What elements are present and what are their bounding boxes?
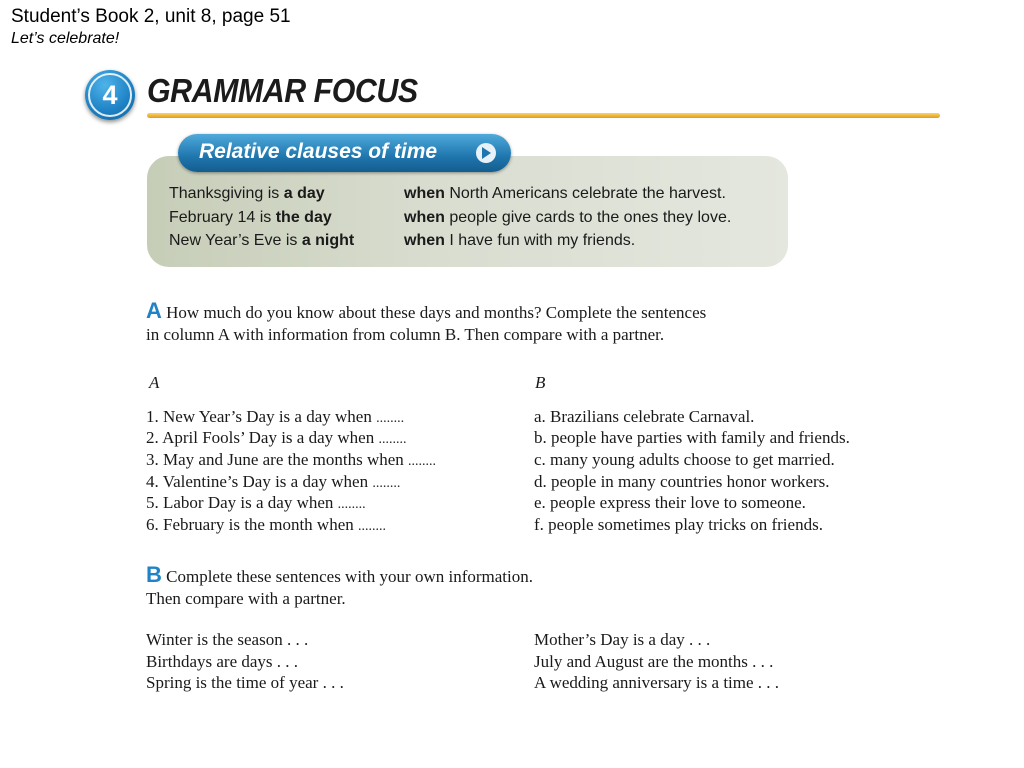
column-a-item: 4. Valentine’s Day is a day when ........ <box>146 472 401 491</box>
grammar-row-3-a: New Year’s Eve is a night <box>169 232 355 249</box>
column-a-item: 1. New Year’s Day is a day when ........ <box>146 407 405 426</box>
column-a-item: 5. Labor Day is a day when ........ <box>146 493 366 512</box>
column-b-item: f. people sometimes play tricks on friends. <box>534 515 823 534</box>
grammar-row-2-a: February 14 is the day <box>169 209 332 226</box>
play-arrow-icon <box>476 143 496 163</box>
grammar-row-1-b: when North Americans celebrate the harvest. <box>404 185 726 202</box>
column-a-item: 2. April Fools’ Day is a day when ........ <box>146 428 407 447</box>
column-b-item: e. people express their love to someone. <box>534 493 806 512</box>
exercise-b-prompt: July and August are the months . . . <box>534 652 774 671</box>
exercise-b-prompt: A wedding anniversary is a time . . . <box>534 673 780 692</box>
exercise-a-instruction: A How much do you know about these days and months? Complete the sentences in column A with information from column B. Then compare with a partner. <box>146 298 707 344</box>
column-b-heading: B <box>535 373 546 392</box>
exercise-b-prompt: Birthdays are days . . . <box>146 652 299 671</box>
column-b-item: a. Brazilians celebrate Carnaval. <box>534 407 755 426</box>
column-a-item: 6. February is the month when ........ <box>146 515 386 534</box>
column-b-item: c. many young adults choose to get married. <box>534 450 835 469</box>
grammar-row-2-b: when people give cards to the ones they love. <box>404 209 732 226</box>
exercise-b-prompt: Spring is the time of year . . . <box>146 673 344 692</box>
document-title: Student’s Book 2, unit 8, page 51 <box>11 6 291 27</box>
document-subtitle: Let’s celebrate! <box>11 30 120 47</box>
column-b-item: d. people in many countries honor workers. <box>534 472 830 491</box>
section-title-rule <box>147 113 940 118</box>
column-b-item: b. people have parties with family and friends. <box>534 428 850 447</box>
exercise-b-prompt: Mother’s Day is a day . . . <box>534 630 711 649</box>
column-a-item: 3. May and June are the months when ........ <box>146 450 437 469</box>
exercise-b-instruction: B Complete these sentences with your own information. Then compare with a partner. <box>146 562 533 608</box>
column-a-heading: A <box>149 373 160 392</box>
grammar-row-1-a: Thanksgiving is a day <box>169 185 325 202</box>
grammar-label: Relative clauses of time <box>199 140 438 163</box>
section-title: GRAMMAR FOCUS <box>147 72 418 109</box>
exercise-a-letter: A <box>146 298 162 323</box>
exercise-b-letter: B <box>146 562 162 587</box>
exercise-b-prompt: Winter is the season . . . <box>146 630 309 649</box>
grammar-row-3-b: when I have fun with my friends. <box>404 232 636 249</box>
section-number-badge <box>85 70 135 120</box>
section-number: 4 <box>102 79 118 110</box>
